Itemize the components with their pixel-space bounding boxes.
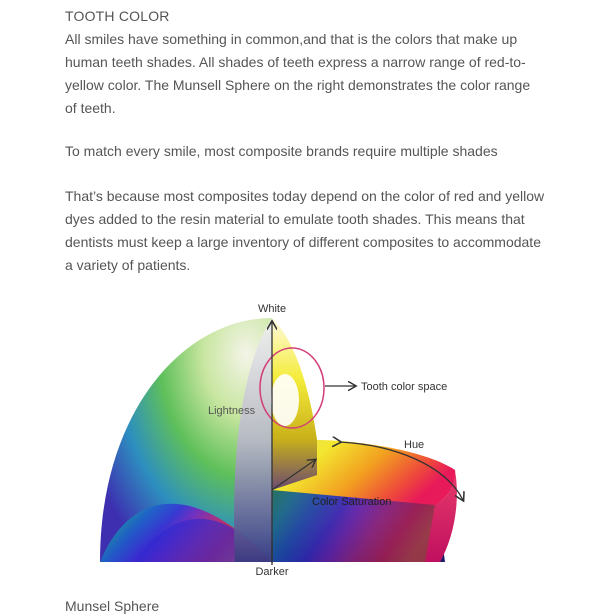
label-lightness: Lightness	[208, 405, 256, 417]
white-highlight	[271, 374, 299, 426]
label-hue: Hue	[404, 439, 425, 451]
figure-caption: Munsel Sphere	[65, 598, 160, 614]
article	[65, 6, 545, 277]
label-saturation: Color Saturation	[312, 496, 392, 508]
shades-paragraph: To match every smile, most composite brands require multiple shades	[65, 143, 498, 159]
label-white: White	[257, 303, 287, 315]
intro-paragraph: All smiles have something in common,and that is the colors that make up human teeth shades. All shades of teeth express a narrow range of red-to-yellow color. The Munsell Sphere on the right demonstrates the color range of teeth.	[65, 31, 531, 116]
composites-paragraph: That’s because most composites today depend on the color of red and yellow dyes added to the resin material to emulate tooth shades. This means that dentists must keep a large inventory of different composites to accommodate a variety of patients.	[65, 188, 545, 273]
section-heading: TOOTH COLOR	[65, 8, 170, 24]
munsell-sphere-diagram	[95, 300, 475, 580]
label-darker: Darker	[255, 566, 289, 578]
label-tooth-space: Tooth color space	[361, 381, 448, 393]
munsell-sphere-figure	[95, 300, 475, 580]
